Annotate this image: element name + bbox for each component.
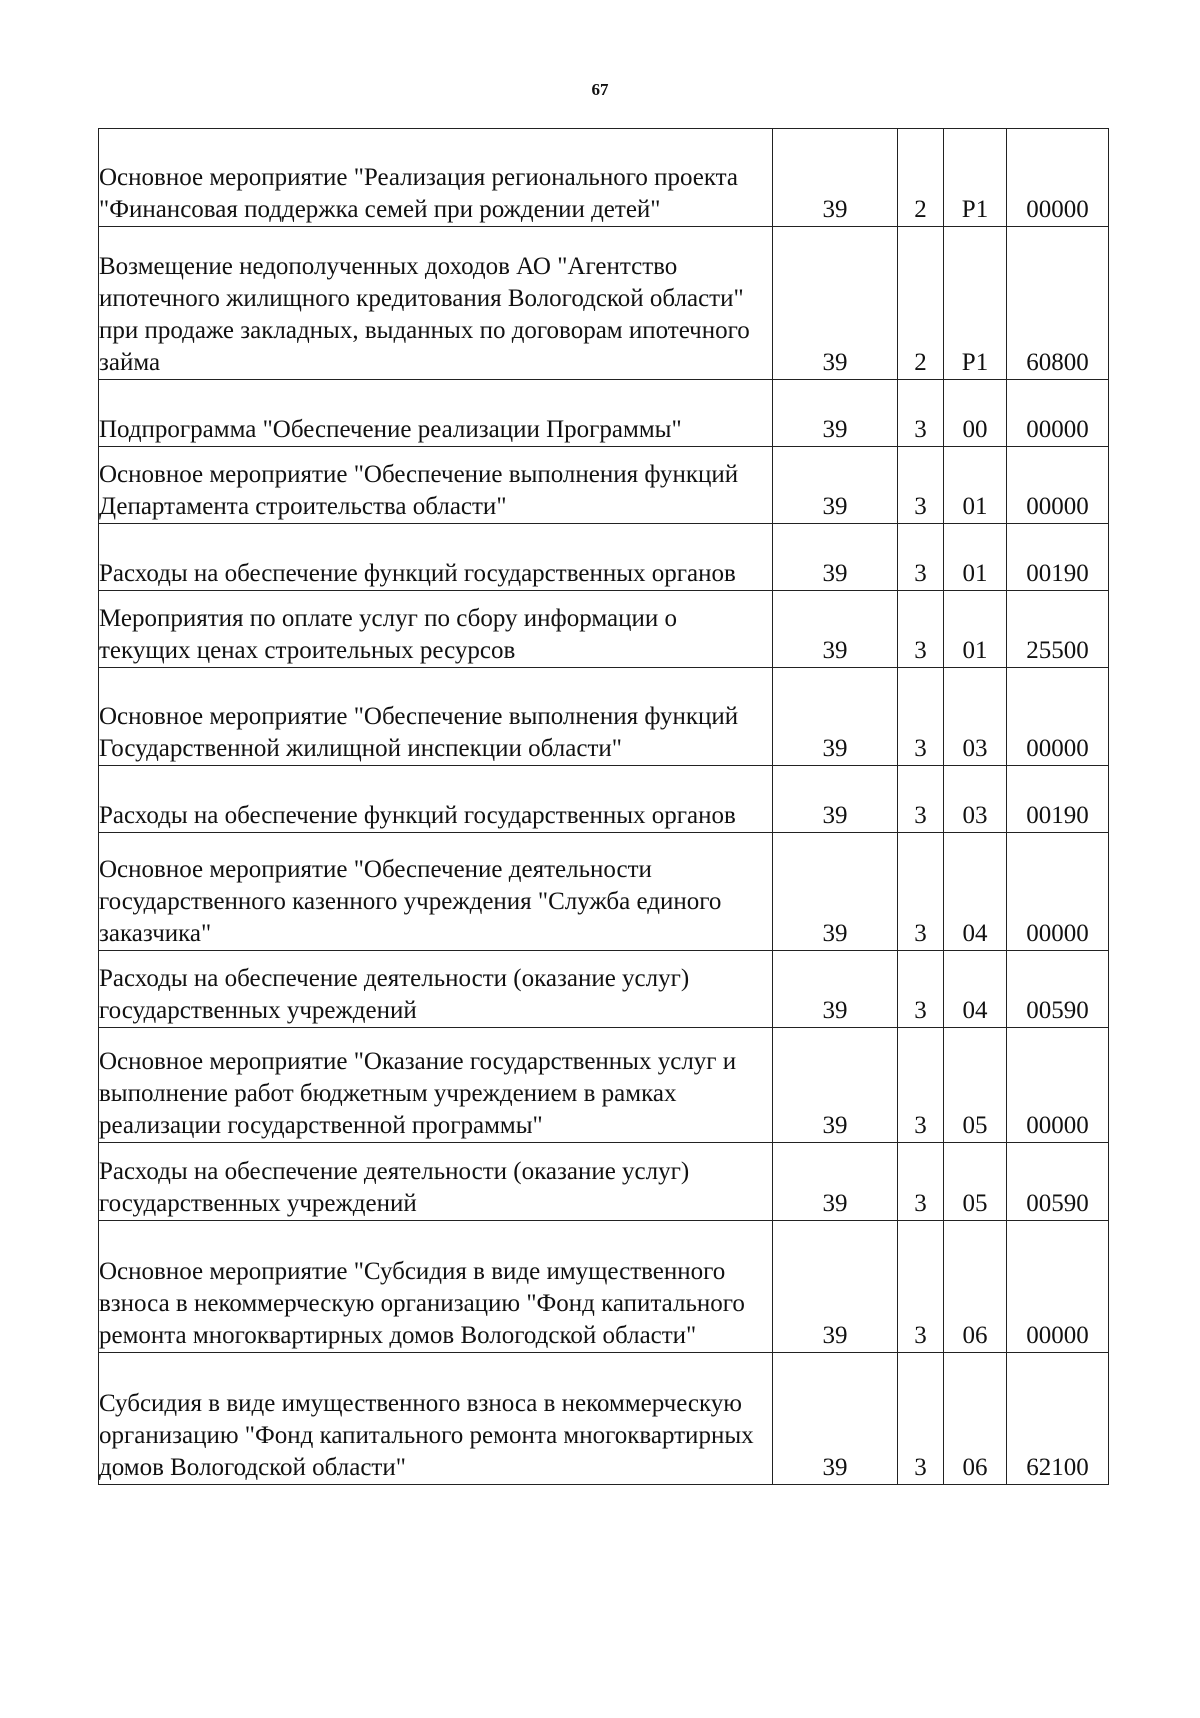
subprogram-code-cell: 3 [898,1143,944,1221]
expense-code-cell: 00190 [1007,766,1109,833]
subprogram-code-cell: 3 [898,447,944,524]
expense-code-cell: 00000 [1007,129,1109,227]
table-row [99,129,1109,227]
page-number: 67 [591,80,609,99]
subprogram-code-cell: 3 [898,951,944,1028]
event-code-cell: 03 [944,766,1007,833]
subprogram-code-cell: 3 [898,524,944,591]
event-code-cell: P1 [944,227,1007,380]
row-name-cell: Основное мероприятие "Субсидия в виде имущественного взноса в некоммерческую организацию "Фонд капитального ремонта многоквартирных домов Вологодской области" [99,1221,773,1353]
table-row [99,766,1109,833]
program-code-cell: 39 [773,668,898,766]
table-row [99,380,1109,447]
subprogram-code-cell: 3 [898,380,944,447]
program-code-cell: 39 [773,129,898,227]
program-code-cell: 39 [773,1143,898,1221]
expense-code-cell: 25500 [1007,591,1109,668]
event-code-cell: 06 [944,1221,1007,1353]
table-row [99,668,1109,766]
row-name-cell: Мероприятия по оплате услуг по сбору информации о текущих ценах строительных ресурсов [99,591,773,668]
expense-code-cell: 00000 [1007,1221,1109,1353]
program-code-cell: 39 [773,1353,898,1485]
expense-code-cell: 00000 [1007,668,1109,766]
row-name-cell: Расходы на обеспечение функций государственных органов [99,766,773,833]
program-code-cell: 39 [773,591,898,668]
table-row [99,1143,1109,1221]
subprogram-code-cell: 3 [898,1221,944,1353]
table-row [99,1221,1109,1353]
row-name-cell: Основное мероприятие "Обеспечение выполнения функций Департамента строительства области" [99,447,773,524]
expense-code-cell: 62100 [1007,1353,1109,1485]
table-row [99,1028,1109,1143]
row-name-cell: Основное мероприятие "Обеспечение деятельности государственного казенного учреждения "Служба единого заказчика" [99,833,773,951]
expense-code-cell: 00000 [1007,1028,1109,1143]
event-code-cell: 06 [944,1353,1007,1485]
row-name-cell: Расходы на обеспечение деятельности (оказание услуг) государственных учреждений [99,1143,773,1221]
event-code-cell: 05 [944,1143,1007,1221]
subprogram-code-cell: 3 [898,766,944,833]
budget-classification-table [98,128,1109,1485]
row-name-cell: Основное мероприятие "Реализация регионального проекта "Финансовая поддержка семей при рождении детей" [99,129,773,227]
row-name-cell: Основное мероприятие "Оказание государственных услуг и выполнение работ бюджетным учреждением в рамках реализации государственной программы" [99,1028,773,1143]
row-name-cell: Расходы на обеспечение функций государственных органов [99,524,773,591]
program-code-cell: 39 [773,524,898,591]
expense-code-cell: 00190 [1007,524,1109,591]
expense-code-cell: 00000 [1007,833,1109,951]
expense-code-cell: 00000 [1007,447,1109,524]
subprogram-code-cell: 3 [898,591,944,668]
program-code-cell: 39 [773,951,898,1028]
event-code-cell: 00 [944,380,1007,447]
event-code-cell: 01 [944,447,1007,524]
event-code-cell: 04 [944,833,1007,951]
table-row [99,447,1109,524]
subprogram-code-cell: 2 [898,129,944,227]
table-row [99,1353,1109,1485]
table-row [99,524,1109,591]
subprogram-code-cell: 3 [898,1028,944,1143]
program-code-cell: 39 [773,766,898,833]
table-row [99,591,1109,668]
event-code-cell: 01 [944,591,1007,668]
table-row [99,833,1109,951]
program-code-cell: 39 [773,833,898,951]
expense-code-cell: 60800 [1007,227,1109,380]
table-row [99,951,1109,1028]
event-code-cell: 04 [944,951,1007,1028]
table-row [99,227,1109,380]
program-code-cell: 39 [773,447,898,524]
row-name-cell: Субсидия в виде имущественного взноса в некоммерческую организацию "Фонд капитального ремонта многоквартирных домов Вологодской области" [99,1353,773,1485]
row-name-cell: Возмещение недополученных доходов АО "Агентство ипотечного жилищного кредитования Вологодской области" при продаже закладных, выданных по договорам ипотечного займа [99,227,773,380]
row-name-cell: Подпрограмма "Обеспечение реализации Программы" [99,380,773,447]
subprogram-code-cell: 3 [898,668,944,766]
expense-code-cell: 00590 [1007,951,1109,1028]
event-code-cell: 05 [944,1028,1007,1143]
program-code-cell: 39 [773,1028,898,1143]
event-code-cell: 01 [944,524,1007,591]
program-code-cell: 39 [773,380,898,447]
row-name-cell: Основное мероприятие "Обеспечение выполнения функций Государственной жилищной инспекции области" [99,668,773,766]
event-code-cell: P1 [944,129,1007,227]
expense-code-cell: 00590 [1007,1143,1109,1221]
expense-code-cell: 00000 [1007,380,1109,447]
subprogram-code-cell: 2 [898,227,944,380]
program-code-cell: 39 [773,1221,898,1353]
row-name-cell: Расходы на обеспечение деятельности (оказание услуг) государственных учреждений [99,951,773,1028]
subprogram-code-cell: 3 [898,833,944,951]
event-code-cell: 03 [944,668,1007,766]
subprogram-code-cell: 3 [898,1353,944,1485]
program-code-cell: 39 [773,227,898,380]
